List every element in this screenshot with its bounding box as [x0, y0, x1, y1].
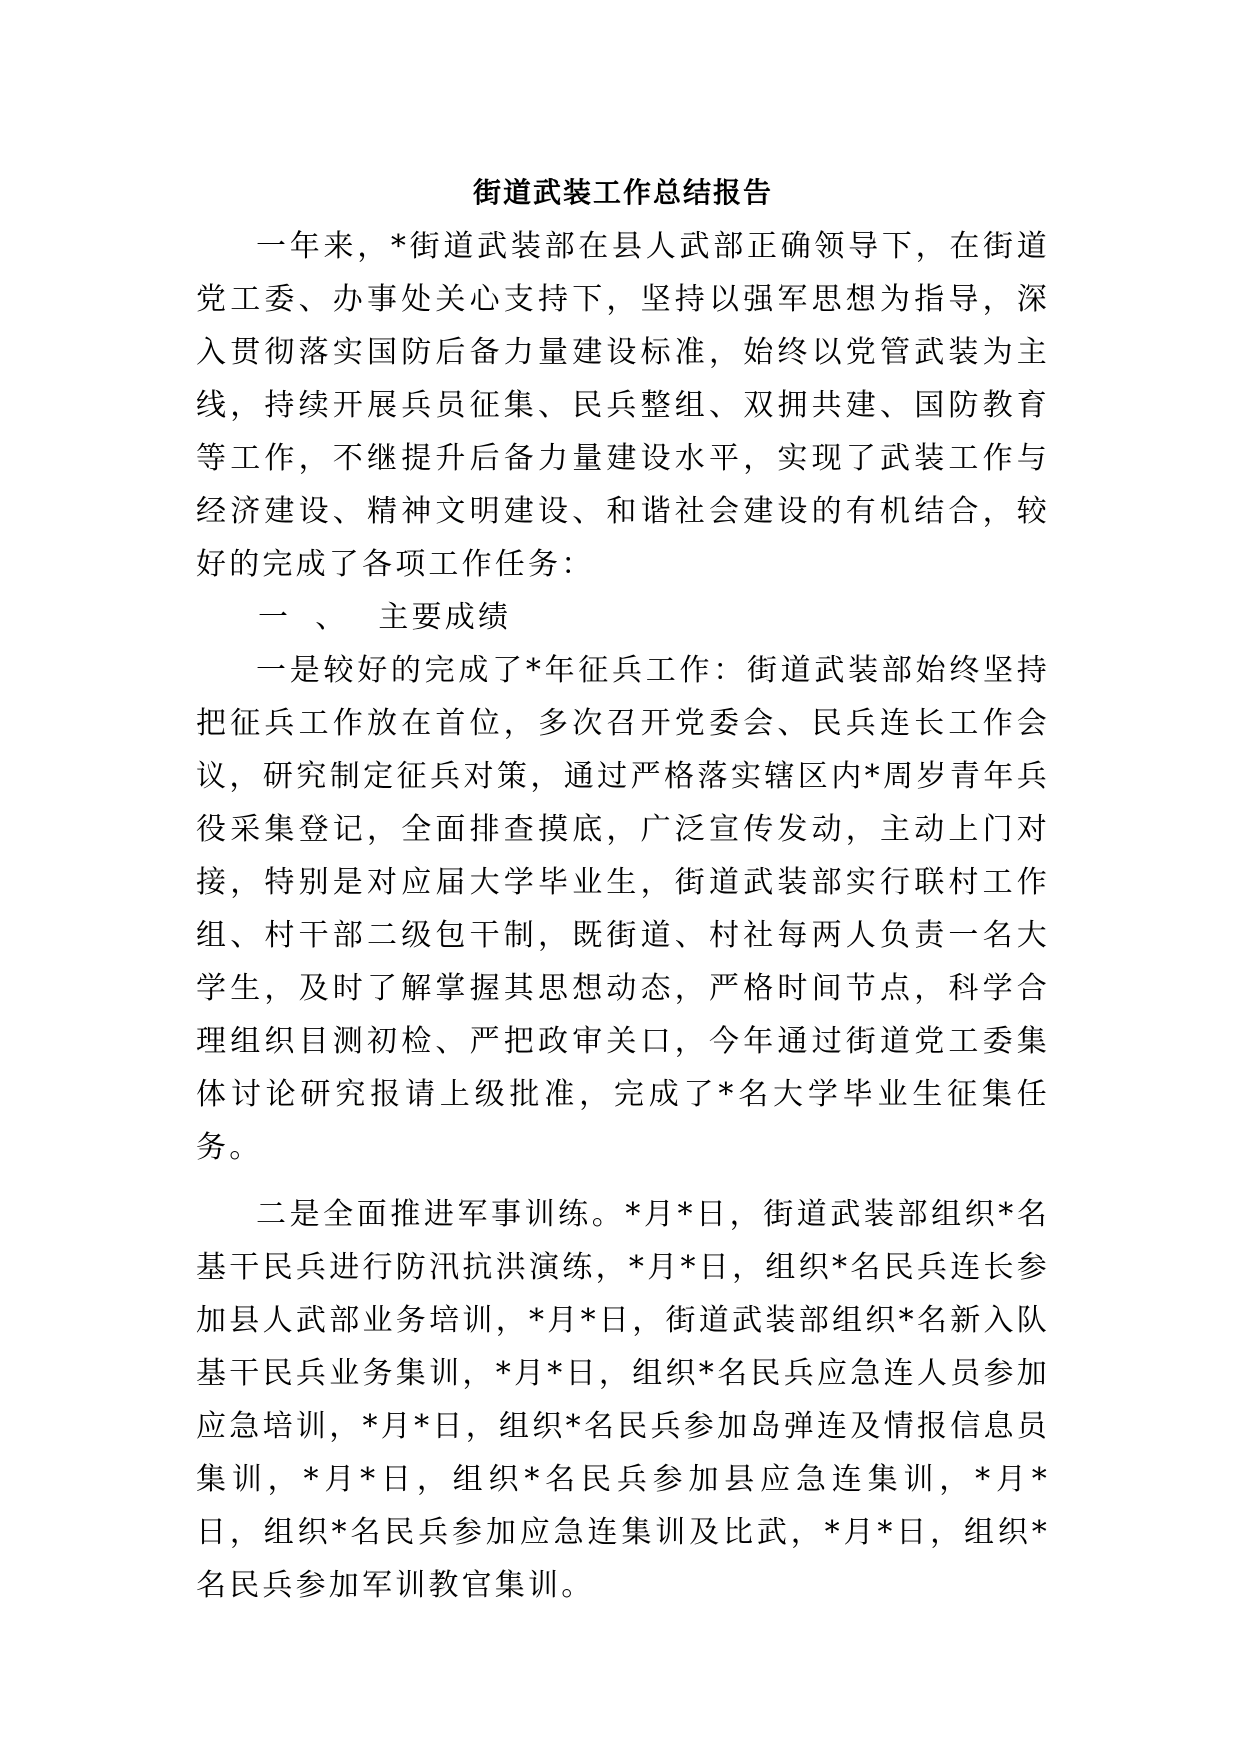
paragraph-spacer [196, 1174, 1050, 1188]
section-heading-text: 主要成绩 [378, 600, 512, 635]
section-separator: 、 [315, 600, 349, 635]
intro-paragraph: 一年来，*街道武装部在县人武部正确领导下，在街道党工委、办事处关心支持下，坚持以强军思想为指导，深入贯彻落实国防后备力量建设标准，始终以党管武装为主线，持续开展兵员征集、民兵整组、双拥共建、国防教育等工作，不继提升后备力量建设水平，实现了武装工作与经济建设、精神文明建设、和谐社会建设的有机结合，较好的完成了各项工作任务： [196, 229, 1050, 582]
training-paragraph: 二是全面推进军事训练。*月*日，街道武装部组织*名基干民兵进行防汛抗洪演练，*月*日，组织*名民兵连长参加县人武部业务培训，*月*日，街道武装部组织*名新入队基干民兵业务集训，*月*日，组织*名民兵应急连人员参加应急培训，*月*日，组织*名民兵参加岛弹连及情报信息员集训，*月*日，组织*名民兵参加县应急连集训，*月*日，组织*名民兵参加应急连集训及比武，*月*日，组织*名民兵参加军训教官集训。 [196, 1197, 1050, 1603]
conscription-paragraph: 一是较好的完成了*年征兵工作：街道武装部始终坚持把征兵工作放在首位，多次召开党委会、民兵连长工作会议，研究制定征兵对策，通过严格落实辖区内*周岁青年兵役采集登记，全面排查摸底，广泛宣传发动，主动上门对接，特别是对应届大学毕业生，街道武装部实行联村工作组、村干部二级包干制，既街道、村社每两人负责一名大学生，及时了解掌握其思想动态，严格时间节点，科学合理组织目测初检、严把政审关口，今年通过街道党工委集体讨论研究报请上级批准，完成了*名大学毕业生征集任务。 [196, 653, 1050, 1165]
section-number: 一 [258, 600, 292, 635]
document-title: 街道武装工作总结报告 [472, 176, 773, 209]
document-body [196, 166, 1050, 1612]
section-heading [196, 591, 1050, 644]
